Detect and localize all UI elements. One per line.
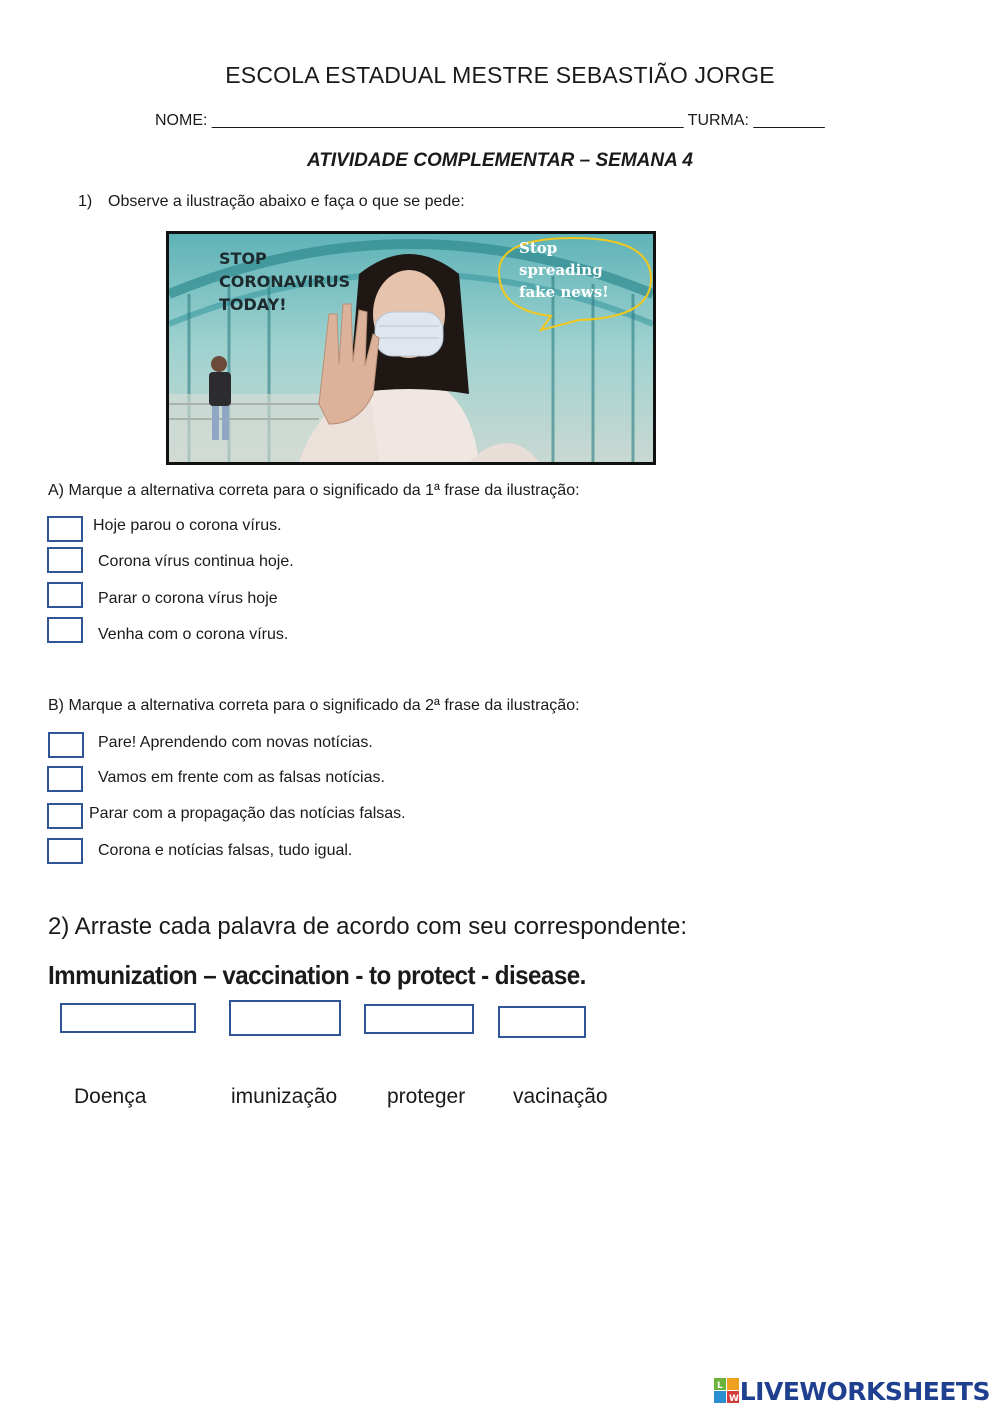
badge-letter-l: L (716, 1381, 723, 1391)
question-1 (78, 193, 465, 211)
part-a-option-1: Hoje parou o corona vírus. (93, 517, 282, 534)
part-a-prompt: A) Marque a alternativa correta para o significado da 1ª frase da ilustração: (48, 482, 580, 499)
part-a-checkbox-1[interactable] (47, 516, 83, 542)
part-b-option-1: Pare! Aprendendo com novas notícias. (98, 734, 373, 751)
part-a-option-3: Parar o corona vírus hoje (98, 590, 278, 607)
part-a-option-2: Corona vírus continua hoje. (98, 553, 294, 570)
part-b-checkbox-2[interactable] (47, 766, 83, 792)
question-2-title: 2) Arraste cada palavra de acordo com seu correspondente: (48, 913, 688, 940)
bubble-text-line-3: fake news! (519, 283, 609, 301)
part-b-option-4: Corona e notícias falsas, tudo igual. (98, 842, 353, 859)
stop-text-line-1: STOP (219, 249, 267, 268)
word-bank-doenca[interactable]: Doença (74, 1085, 147, 1108)
liveworksheets-logo (714, 1374, 990, 1408)
part-b-checkbox-4[interactable] (47, 838, 83, 864)
part-b-prompt: B) Marque a alternativa correta para o significado da 2ª frase da ilustração: (48, 697, 580, 714)
name-class-line: NOME: _____________________________________________________ TURMA: ________ (155, 112, 825, 129)
school-name: ESCOLA ESTADUAL MESTRE SEBASTIÃO JORGE (225, 62, 775, 88)
liveworksheets-badge-icon (714, 1378, 740, 1404)
liveworksheets-logo-text: LIVEWORKSHEETS (739, 1376, 990, 1406)
drop-box-3[interactable] (364, 1004, 474, 1034)
part-b-checkbox-1[interactable] (48, 732, 84, 758)
part-b-option-2: Vamos em frente com as falsas notícias. (98, 769, 385, 786)
word-bank-vacinacao[interactable]: vacinação (513, 1085, 608, 1108)
word-bank-imunizacao[interactable]: imunização (231, 1085, 338, 1108)
question-1-text: Observe a ilustração abaixo e faça o que se pede: (108, 193, 465, 210)
part-a-checkbox-4[interactable] (47, 617, 83, 643)
question-1-number: 1) (78, 193, 93, 210)
bubble-text-line-2: spreading (519, 261, 603, 279)
drop-box-1[interactable] (60, 1003, 196, 1033)
coronavirus-illustration (166, 231, 656, 465)
part-b-option-3: Parar com a propagação das notícias falsas. (89, 805, 406, 822)
stop-text-line-3: TODAY! (219, 295, 287, 314)
drop-box-4[interactable] (498, 1006, 586, 1038)
english-words: Immunization – vaccination - to protect - disease. (48, 960, 586, 990)
part-a-checkbox-3[interactable] (47, 582, 83, 608)
part-a-checkbox-2[interactable] (47, 547, 83, 573)
badge-letter-w: W (728, 1394, 739, 1404)
drop-box-2[interactable] (229, 1000, 341, 1036)
bubble-text-line-1: Stop (519, 239, 558, 257)
activity-title: ATIVIDADE COMPLEMENTAR – SEMANA 4 (306, 150, 693, 171)
part-b-checkbox-3[interactable] (47, 803, 83, 829)
stop-text-line-2: CORONAVIRUS (219, 272, 351, 291)
word-bank-proteger[interactable]: proteger (387, 1085, 466, 1108)
part-a-option-4: Venha com o corona vírus. (98, 626, 289, 643)
